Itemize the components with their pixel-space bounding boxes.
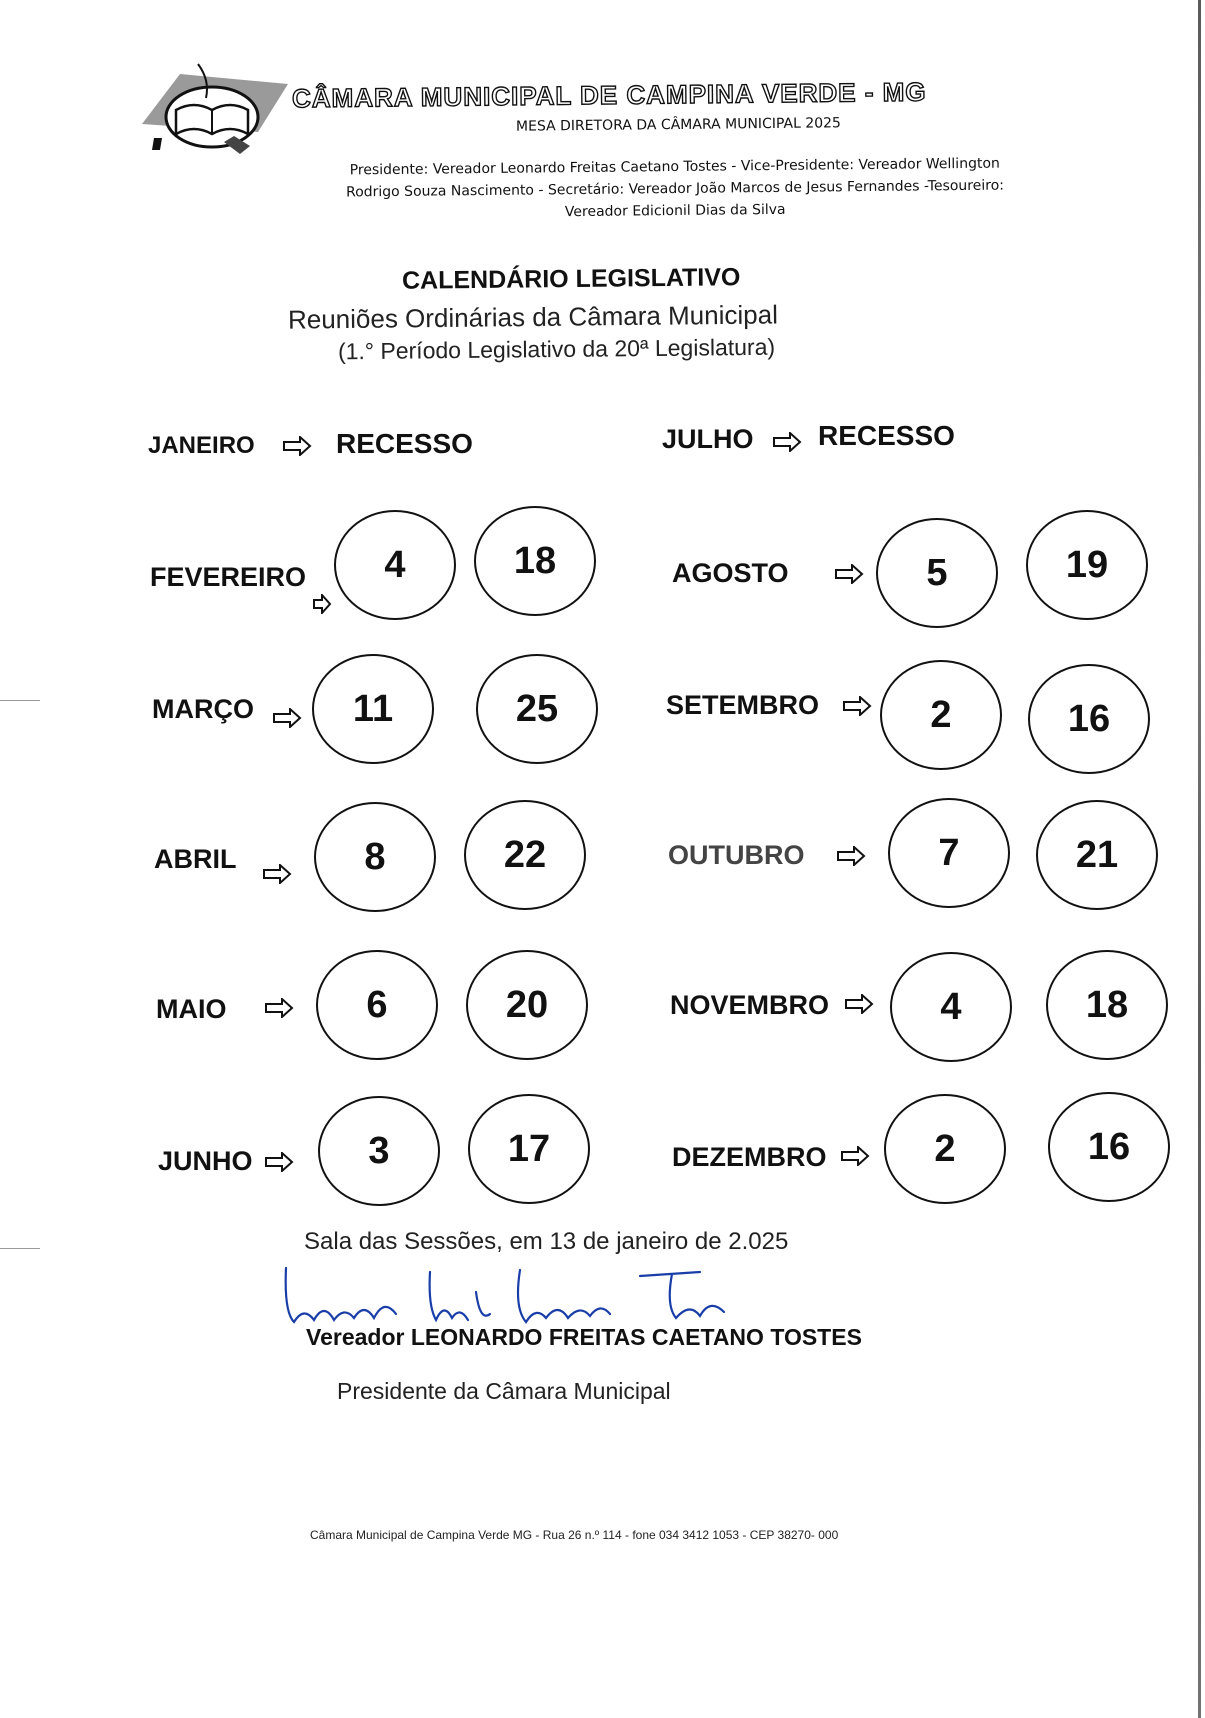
month-label: JUNHO — [158, 1146, 253, 1176]
members-line: Vereador Edicionil Dias da Silva — [564, 201, 786, 221]
month-label: AGOSTO — [672, 558, 789, 588]
month-label: ABRIL — [154, 844, 237, 874]
session-day: 8 — [314, 802, 436, 912]
arrow-right-icon — [844, 994, 874, 1014]
mesa-diretora-label: MESA DIRETORA DA CÂMARA MUNICIPAL 2025 — [515, 115, 842, 135]
session-day: 25 — [476, 654, 598, 764]
session-day: 21 — [1036, 800, 1158, 910]
session-day: 5 — [876, 518, 998, 628]
arrow-right-icon — [264, 998, 294, 1018]
session-day: 2 — [884, 1094, 1006, 1204]
members-line: Presidente: Vereador Leonardo Freitas Caetano Tostes - Vice-Presidente: Vereador Wellington — [349, 155, 1000, 179]
month-label: JULHO — [662, 424, 754, 454]
arrow-right-icon — [836, 846, 866, 866]
scan-edge — [1198, 0, 1201, 1718]
session-day: 16 — [1048, 1092, 1170, 1202]
month-label: FEVEREIRO — [150, 562, 307, 592]
session-date-line: Sala das Sessões, em 13 de janeiro de 2.025 — [304, 1228, 789, 1255]
arrow-right-icon — [264, 1152, 294, 1172]
session-day: 11 — [312, 654, 434, 764]
month-label: SETEMBRO — [666, 690, 820, 720]
session-day: 2 — [880, 660, 1002, 770]
scan-mark — [0, 700, 40, 701]
members-line: Rodrigo Souza Nascimento - Secretário: Vereador João Marcos de Jesus Fernandes -Tesoureiro: — [345, 177, 1005, 201]
arrow-right-icon — [840, 1146, 870, 1166]
month-label: MARÇO — [152, 694, 254, 724]
arrow-right-icon — [834, 564, 864, 584]
session-day: 17 — [468, 1094, 590, 1204]
calendar-title: CALENDÁRIO LEGISLATIVO — [401, 263, 741, 295]
arrow-right-icon — [312, 594, 332, 614]
session-day: 3 — [318, 1096, 440, 1206]
month-label: JANEIRO — [148, 432, 255, 459]
session-day: 16 — [1028, 664, 1150, 774]
session-day: 18 — [474, 506, 596, 616]
board-members — [310, 152, 1041, 226]
session-day: 4 — [334, 510, 456, 620]
session-day: 22 — [464, 800, 586, 910]
arrow-right-icon — [272, 708, 302, 728]
session-day: 6 — [316, 950, 438, 1060]
signer-name: Vereador LEONARDO FREITAS CAETANO TOSTES — [306, 1324, 862, 1350]
arrow-right-icon — [772, 432, 802, 452]
arrow-right-icon — [262, 864, 292, 884]
recess-label: RECESSO — [336, 428, 473, 459]
session-day: 7 — [888, 798, 1010, 908]
session-day: 19 — [1026, 510, 1148, 620]
month-label: DEZEMBRO — [672, 1142, 827, 1172]
recess-label: RECESSO — [818, 420, 955, 451]
scan-mark — [0, 1248, 40, 1249]
calendar-subtitle: Reuniões Ordinárias da Câmara Municipal — [287, 299, 779, 335]
arrow-right-icon — [282, 436, 312, 456]
footer-address: Câmara Municipal de Campina Verde MG - Rua 26 n.º 114 - fone 034 3412 1053 - CEP 38270- 000 — [310, 1528, 839, 1542]
calendar-period: (1.° Período Legislativo da 20ª Legislatura) — [337, 333, 776, 365]
session-day: 20 — [466, 950, 588, 1060]
arrow-right-icon — [842, 696, 872, 716]
month-label: OUTUBRO — [668, 840, 805, 870]
signer-role: Presidente da Câmara Municipal — [337, 1378, 671, 1404]
session-day: 18 — [1046, 950, 1168, 1060]
month-label: NOVEMBRO — [670, 990, 830, 1020]
session-day: 4 — [890, 952, 1012, 1062]
org-title: CÂMARA MUNICIPAL DE CAMPINA VERDE - MG — [291, 76, 927, 114]
book-quill-logo-icon — [140, 62, 290, 162]
month-label: MAIO — [156, 994, 227, 1024]
